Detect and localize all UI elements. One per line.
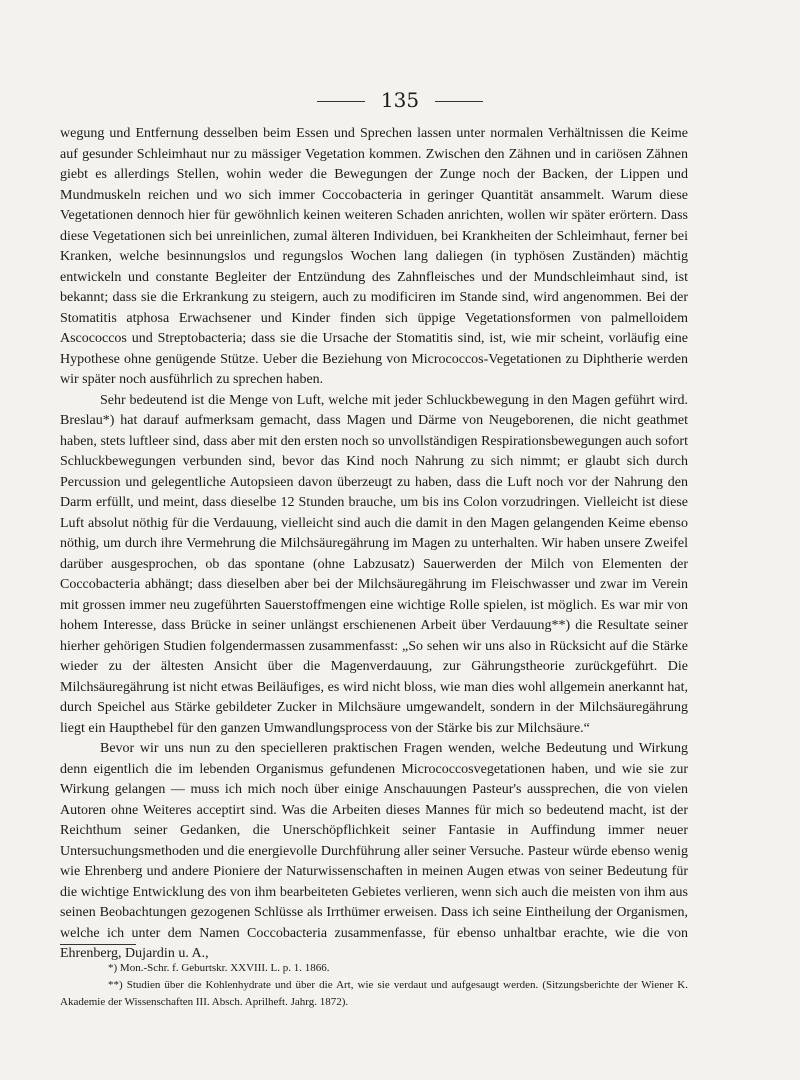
paragraph: Sehr bedeutend ist die Menge von Luft, welche mit jeder Schluckbewegung in den Magen geführt wird. Breslau*) hat darauf aufmerksam gemacht, dass Magen und Därme von Neugeborenen, die nicht geathmet haben, stets luftleer sind, dass aber mit den ersten noch so unvollständigen Respirationsbewegungen auch sofort Schluckbewegungen verbunden sind, bevor das Kind noch Nahrung zu sich nimmt; er glaubt sich durch Percussion und gelegentliche Autopsieen davon überzeugt zu haben, dass die Luft noch vor der Nahrung den Darm erfüllt, und meint, dass dieselbe 12 Stunden brauche, um bis ins Colon vorzudringen. Vielleicht ist diese Luft absolut nöthig für die Verdauung, vielleicht sind auch die damit in den Magen gelangenden Keime ebenso nöthig, um durch ihre Vermehrung die Milchsäuregährung im Magen zu unterhalten. Wir haben unsere Zweifel darüber ausgesprochen, ob das spontane (ohne Labzusatz) Sauerwerden der Milch von Elementen der Coccobacteria abhängt; dass dieselben aber bei der Milchsäuregährung im Fleischwasser und zwar im Verein mit grossen immer neu zugeführten Sauerstoffmengen eine wichtige Rolle spielen, ist möglich. Es war mir von hohem Interesse, dass Brücke in seiner unlängst erschienenen Arbeit über Verdauung**) die Resultate seiner hierher gehörigen Studien folgendermassen zusammenfasst: „So sehen wir uns also in Rücksicht auf die Stärke wieder zu der ältesten Ansicht über die Magenverdauung, zur Gährungstheorie zurückgeführt. Die Milchsäuregährung ist nicht etwas Beiläufiges, es wird nicht bloss, wie man dies wohl allgemein anerkannt hat, durch Speichel aus Stärke gebildeter Zucker in Milchsäure umgewandelt, sondern in der Milchsäuregährung liegt ein Haupthebel für den ganzen Umwandlungsprocess von der Stärke bis zur Milchsäure.“	[60, 392, 688, 736]
paragraph: wegung und Entfernung desselben beim Essen und Sprechen lassen unter normalen Verhältnissen die Keime auf gesunder Schleimhaut nur zu mässiger Vegetation kommen. Zwischen den Zähnen und in cariösen Zähnen giebt es allerdings Stellen, wohin weder die Bewegungen der Zunge noch der Backen, der Lippen und Mundmuskeln reichen und wo sich immer Coccobacteria in geringer Quantität ansammelt. Warum diese Vegetationen dennoch hier für gewöhnlich keinen weiteren Schaden anrichten, wollen wir später erörtern. Dass diese Vegetationen sich bei unreinlichen, zumal älteren Individuen, bei Krankheiten der Schleimhaut, ferner bei Kranken, welche besinnungslos und regungslos Wochen lang daliegen (in typhösen Zuständen) mächtig entwickeln und constante Begleiter der Entzündung des Zahnfleisches und der Mundschleimhaut sind, ist bekannt; dass sie die Erkrankung zu steigern, auch zu modificiren im Stande sind, wird angenommen. Bei der Stomatitis atphosa Erwachsener und Kinder finden sich üppige Vegetationsformen von palmelloidem Ascococcos und Streptobacteria; dass sie die Ursache der Stomatitis sind, ist, wie mir scheint, vorläufig eine Hypothese ohne genügende Stütze. Ueber die Beziehung von Micrococcos-Vegetationen zu Diphtherie werden wir später noch ausführlich zu sprechen haben.	[60, 126, 688, 387]
header-rule-right	[435, 101, 483, 102]
footnote: *) Mon.-Schr. f. Geburtskr. XXVIII. L. p. 1. 1866.	[108, 962, 330, 974]
header-rule-left	[317, 101, 365, 102]
footnotes	[60, 960, 688, 1011]
footnote: **) Studien über die Kohlenhydrate und über die Art, wie sie verdaut und aufgesaugt werden. (Sitzungsberichte der Wiener K. Akademie der Wissenschaften III. Absch. Aprilheft. Jahrg. 1872).	[60, 979, 688, 1008]
paragraph: Bevor wir uns nun zu den specielleren praktischen Fragen wenden, welche Bedeutung und Wirkung denn eigentlich die im lebenden Organismus gefundenen Micrococcosvegetationen haben, und wie sie zur Wirkung gelangen — muss ich mich noch über einige Anschauungen Pasteur's aussprechen, die von vielen Autoren ohne Weiteres acceptirt sind. Was die Arbeiten dieses Mannes für mich so bedeutend macht, ist der Reichthum seiner Gedanken, die Unerschöpflichkeit seiner Fantasie in Auffindung immer neuer Untersuchungsmethoden und die energievolle Durchführung aller seiner Versuche. Pasteur würde ebenso wenig wie Ehrenberg und andere Pioniere der Naturwissenschaften in meinen Augen etwas von seiner Bedeutung für die wichtige Entwicklung des von ihm bearbeiteten Gebietes verlieren, wenn sich auch die meisten von ihm aus seinen Beobachtungen gezogenen Schlüsse als Irrthümer erweisen. Dass ich seine Eintheilung der Organismen, welche ich unter dem Namen Coccobacteria zusammenfasse, für ebenso unhaltbar erachte, wie die von Ehrenberg, Dujardin u. A.,	[60, 741, 688, 961]
footnote-separator	[60, 944, 136, 945]
body-text	[60, 124, 688, 965]
page-header	[0, 88, 800, 112]
page-number: 135	[380, 88, 420, 112]
